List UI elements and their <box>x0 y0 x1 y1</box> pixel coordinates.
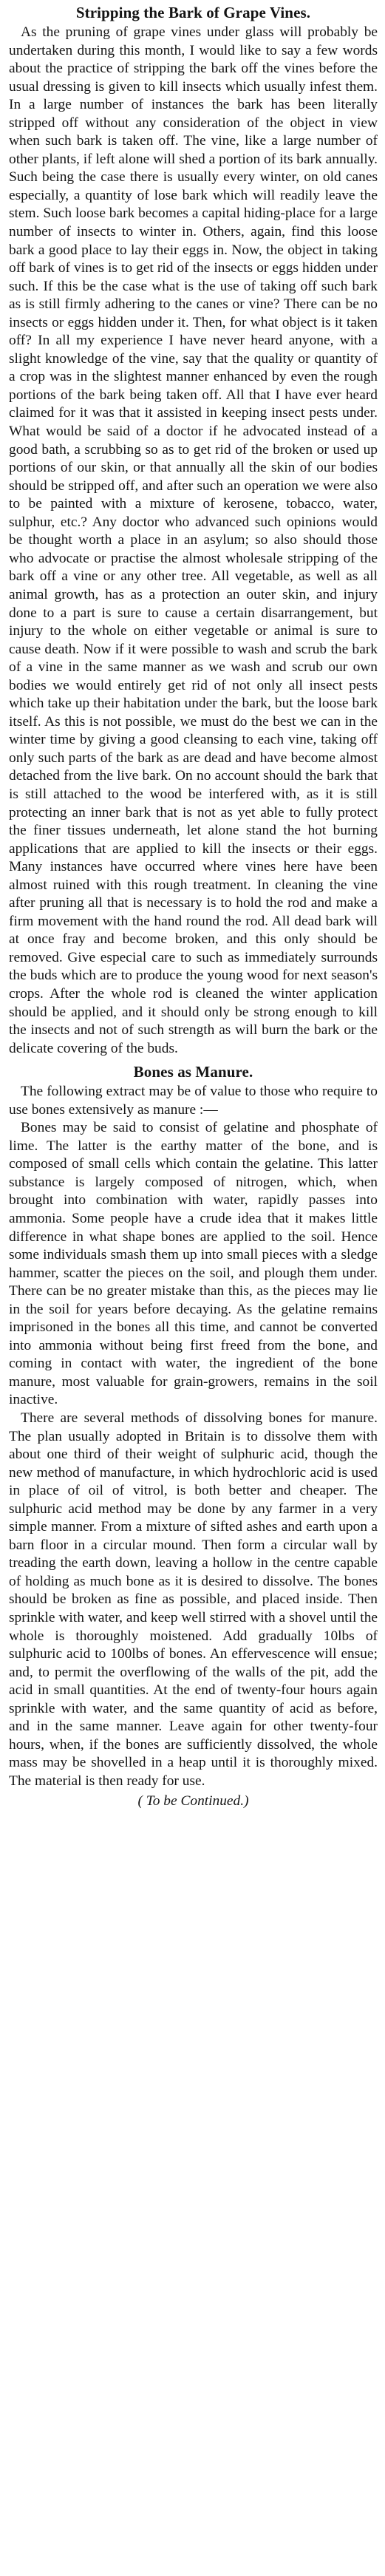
article-title-grape-vines: Stripping the Bark of Grape Vines. <box>75 4 311 21</box>
article-paragraph: There are several methods of dissolving bones for manure. The plan usually adopted in Britain is to dissolve them with about one third of their weight of sulphuric acid, though the new method of manufacture, in which hydrochloric acid is used in place of oil of vitrol, is both better and cheaper. The sulphuric acid method may be done by any farmer in a very simple manner. From a mixture of sifted ashes and earth upon a barn floor in a circular mound. Then form a circular wall by treading the earth down, leaving a hollow in the centre capable of holding as much bone as it is desired to dissolve. The bones should be broken as fine as possible, and placed inside. Then sprinkle with water, and keep well stirred with a shovel until the whole is thoroughly moistened. Add gradually 10lbs of sulphuric acid to 100lbs of bones. An effervescence will ensue; and, to permit the overflowing of the walls of the pit, add the acid in small quantities. At the end of twenty-four hours again sprinkle with water, and the same quantity of acid as before, and in the same manner. Leave again for other twenty-four hours, when, if the bones are sufficiently dissolved, the whole mass may be shovelled in a heap until it is thoroughly mixed. The material is then ready for use. <box>9 1410 378 1789</box>
article-paragraph: As the pruning of grape vines under glass will probably be undertaken during this month, I would like to say a few words about the practice of stripping the bark off the vines before the usual dressing is given to kill insects which usually infest them. In a large number of instances the bark has been literally stripped off without any consideration of the object in view when such bark is taken off. The vine, like a large number of other plants, if left alone will shed a portion of its bark annually. Such being the case there is usually every winter, on old canes especially, a quantity of lose bark which will readily leave the stem. Such loose bark becomes a capital hiding-place for a large number of insects to winter in. Others, again, find this loose bark a good place to lay their eggs in. Now, the object in taking off bark of vines is to get rid of the insects or eggs hidden under such. If this be the case what is the use of taking off such bark as is still firmly adhering to the canes or vine? There can be no insects or eggs hidden under it. Then, for what object is it taken off? In all my experience I have never heard anyone, with a slight knowledge of the vine, say that the quality or quantity of a crop was in the slightest manner enhanced by even the rough portions of the bark being taken off. All that I have ever heard claimed for it was that it assisted in keeping insect pests under. What would be said of a doctor if he advocated instead of a good bath, a scrubbing so as to get rid of the broken or used up portions of our skin, or that annually all the skin of our bodies should be stripped off, and after such an operation we were also to be painted with a mixture of kerosene, tobacco, water, sulphur, etc.? Any doctor who advanced such opinions would be thought worth a place in an asylum; so also should those who advocate or practise the almost wholesale stripping of the bark off a vine or any other tree. All vegetable, as well as all animal growth, has as a protection an outer skin, and injury done to a part is sure to cause a certain disarrangement, but injury to the whole on either vegetable or animal is sure to cause death. Now if it were possible to wash and scrub the bark of a vine in the same manner as we wash and scrub our own bodies we would entirely get rid of not only all insect pests which take up their habitation under the bark, but the loose bark itself. As this is not possible, we must do the best we can in the winter time by giving a good cleansing to each vine, taking off only such parts of the bark as are dead and have become almost detached from the live bark. On no account should the bark that is still attached to the wood be interfered with, as it is still protecting an inner bark that is not as yet able to fully protect the finer tissues underneath, let alone stand the hot burning applications that are applied to kill the insects or their eggs. Many instances have occurred where vines here have been almost ruined with this rough treatment. In cleaning the vine after pruning all that is necessary is to hold the rod and make a firm movement with the hand round the rod. All dead bark will at once fray and become broken, and this only should be removed. Give especial care to such as immediately surrounds the buds which are to produce the young wood for next season's crops. After the whole rod is cleaned the winter application should be applied, and it should only be strong enough to kill the insects and not of such strength as will burn the bark or the delicate covering of the buds. <box>9 24 378 1056</box>
article-title-bones-manure: Bones as Manure. <box>133 1063 253 1081</box>
article-paragraph: Bones may be said to consist of gelatine and phosphate of lime. The latter is the earthy matter of the bone, and is composed of small cells which contain the gelatine. This latter substance is largely composed of nitrogen, which, when brought into combination with water, rapidly passes into ammonia. Some people have a crude idea that it makes little difference in what shape bones are applied to the soil. Hence some individuals smash them up into small pieces with a sledge hammer, scatter the pieces on the soil, and plough them under. There can be no greater mistake than this, as the pieces may lie in the soil for years before decaying. As the gelatine remains imprisoned in the bones all this time, and cannot be converted into ammonia without being first freed from the bone, and coming in contact with water, the ingredient of the bone manure, most valuable for grain-growers, remains in the soil inactive. <box>9 1120 378 1408</box>
continued-notice: ( To be Continued.) <box>137 1792 249 1809</box>
article-paragraph: The following extract may be of value to those who require to use bones extensively as manure :— <box>9 1084 378 1118</box>
